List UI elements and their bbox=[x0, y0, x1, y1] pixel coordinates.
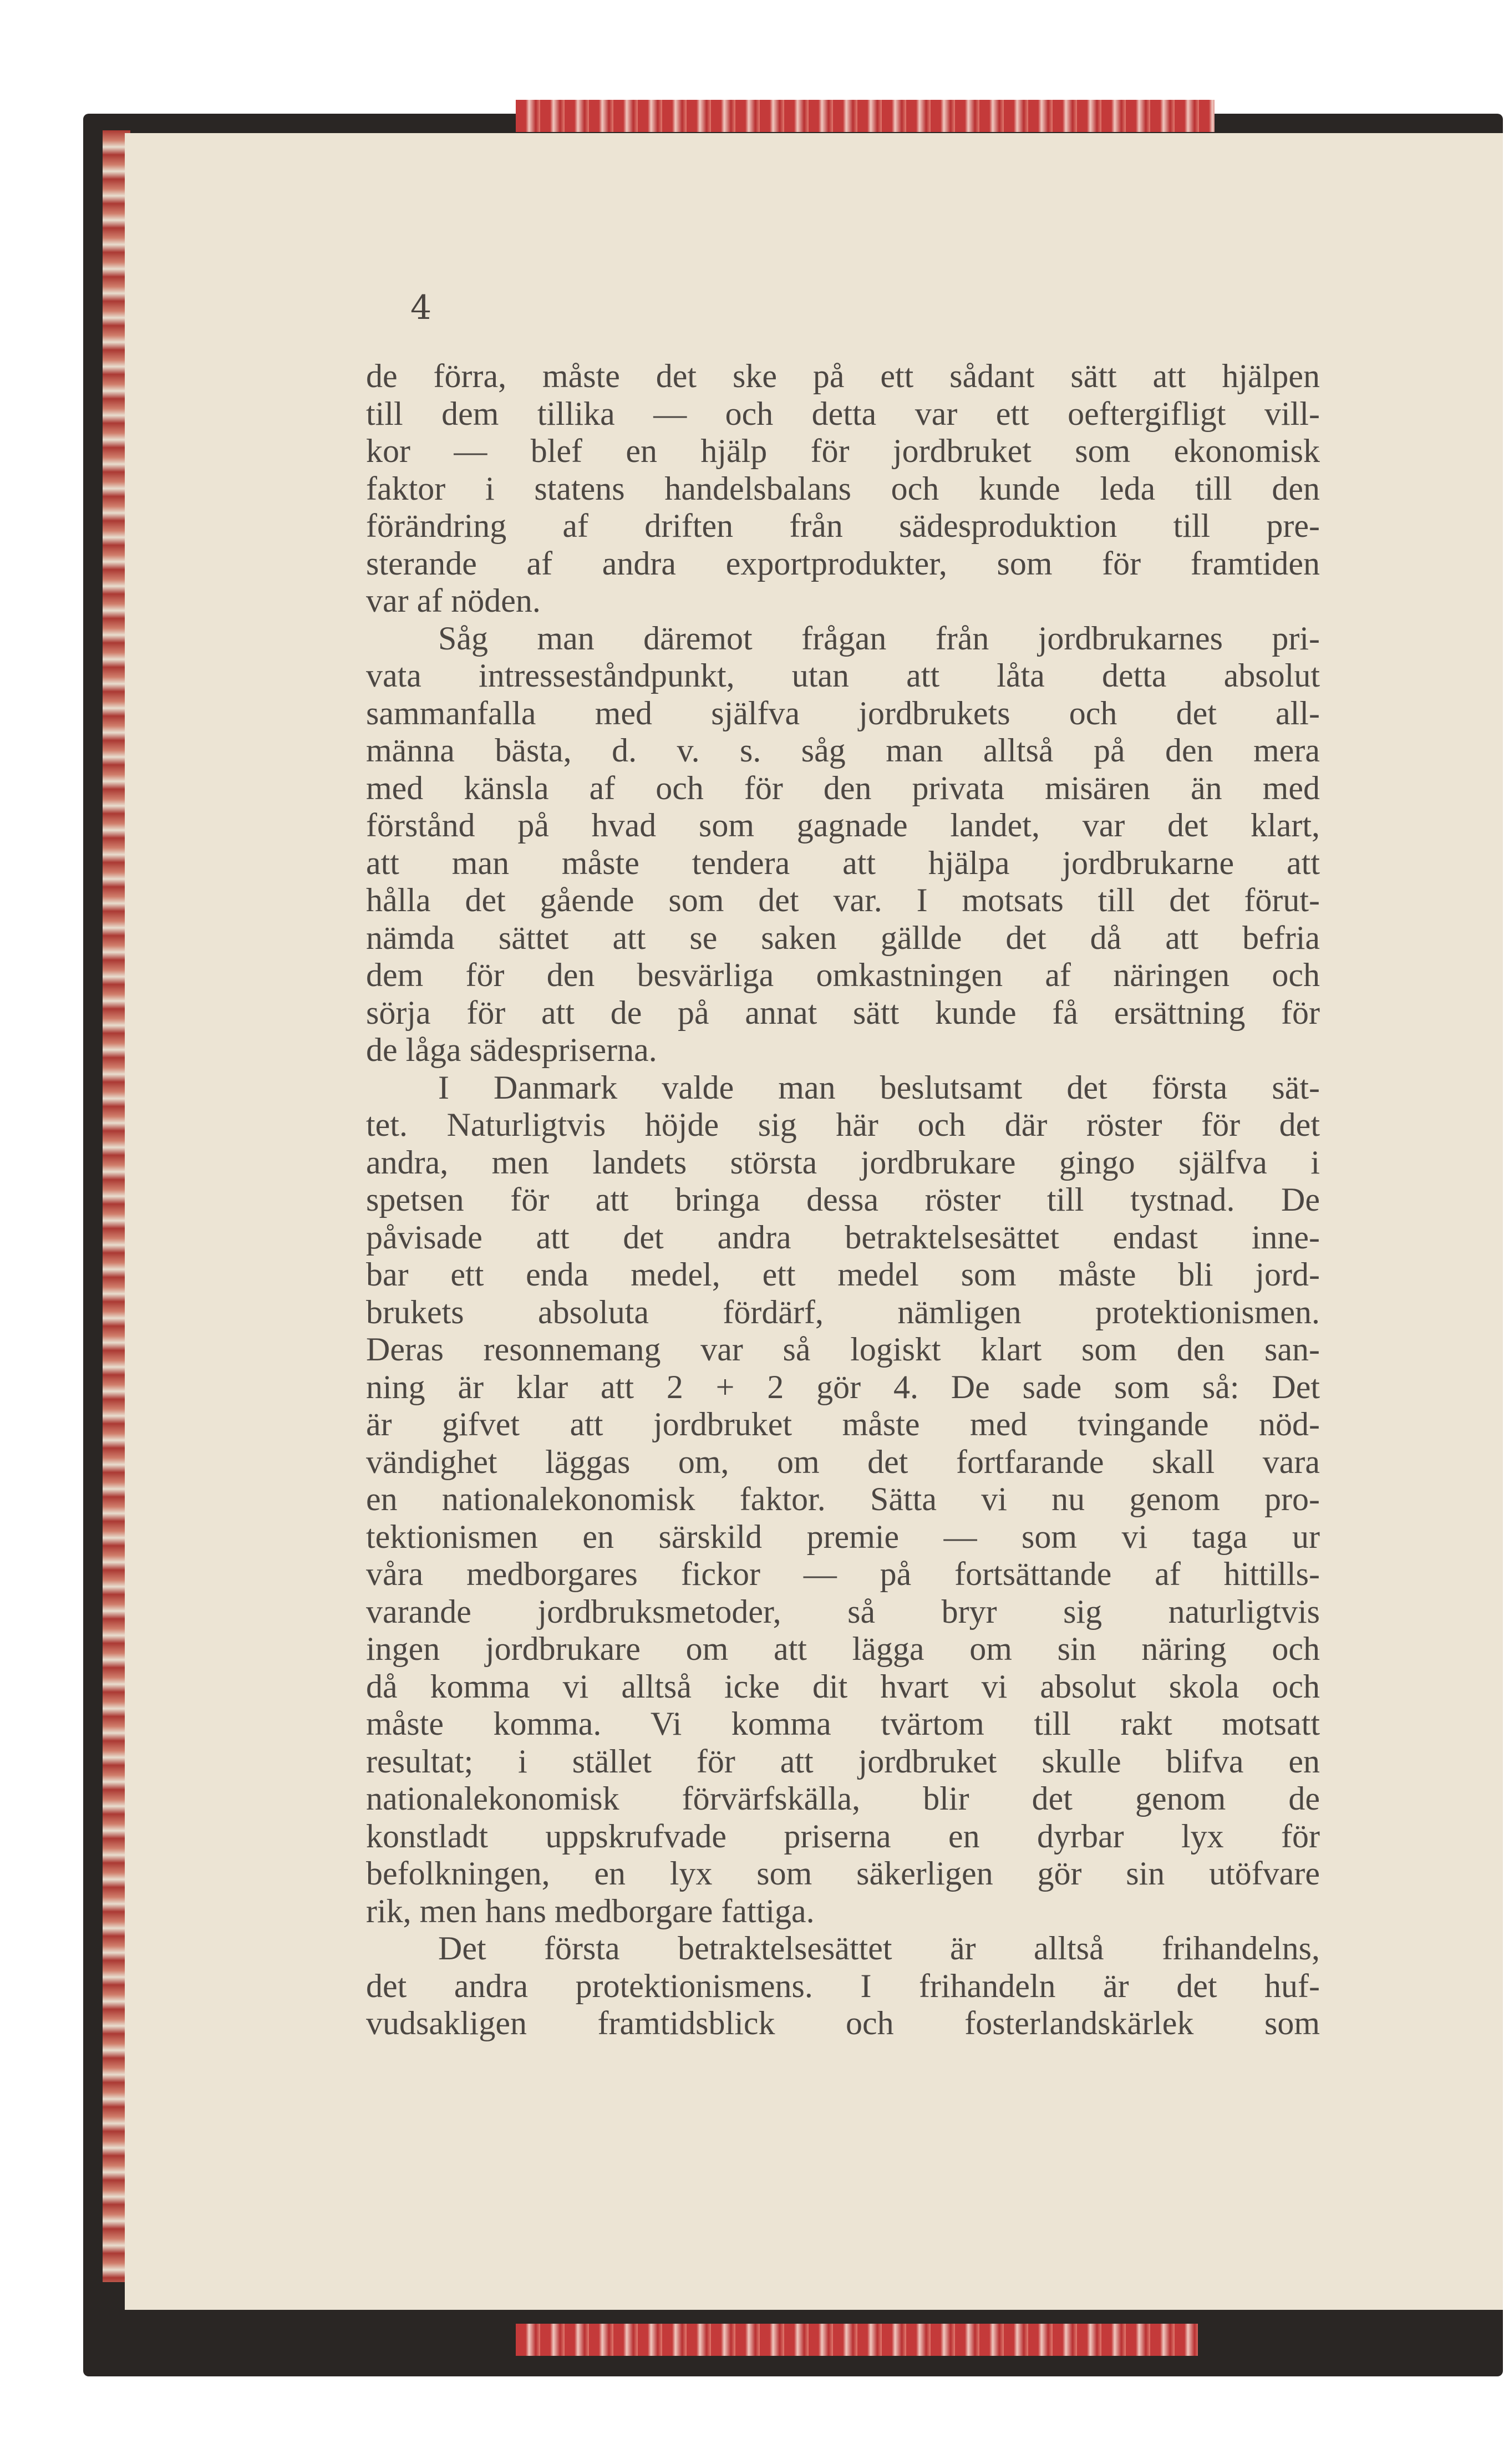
text-line: att man måste tendera att hjälpa jordbrukarne att bbox=[366, 844, 1320, 881]
text-line: då komma vi alltså icke dit hvart vi absolut skola och bbox=[366, 1668, 1320, 1705]
text-line: måste komma. Vi komma tvärtom till rakt motsatt bbox=[366, 1705, 1320, 1742]
text-line: till dem tillika — och detta var ett oeftergifligt vill- bbox=[366, 395, 1320, 432]
text-line: dem för den besvärliga omkastningen af näringen och bbox=[366, 957, 1320, 993]
text-line: Deras resonnemang var så logiskt klart som den san- bbox=[366, 1331, 1320, 1368]
text-line: är gifvet att jordbruket måste med tvingande nöd- bbox=[366, 1406, 1320, 1442]
text-line: resultat; i stället för att jordbruket skulle blifva en bbox=[366, 1742, 1320, 1780]
text-line: en nationalekonomisk faktor. Sätta vi nu genom pro- bbox=[366, 1481, 1320, 1517]
text-line: befolkningen, en lyx som säkerligen gör sin utöfvare bbox=[366, 1855, 1320, 1892]
text-line: tektionismen en särskild premie — som vi taga ur bbox=[366, 1518, 1320, 1555]
text-line: andra, men landets största jordbrukare gingo själfva i bbox=[366, 1144, 1320, 1181]
text-line: var af nöden. bbox=[366, 582, 541, 619]
text-line: förändring af driften från sädesproduktion till pre- bbox=[366, 507, 1320, 544]
text-line: ingen jordbrukare om att lägga om sin näring och bbox=[366, 1630, 1320, 1667]
text-line: rik, men hans medborgare fattiga. bbox=[366, 1892, 815, 1929]
bottom-red-edge bbox=[516, 2324, 1198, 2356]
text-line: konstladt uppskrufvade priserna en dyrbar lyx för bbox=[366, 1817, 1320, 1855]
text-line: bar ett enda medel, ett medel som måste bli jord- bbox=[366, 1256, 1320, 1293]
text-line: vudsakligen framtidsblick och fosterlandskärlek som bbox=[366, 2005, 1320, 2041]
text-line: vändighet läggas om, om det fortfarande skall vara bbox=[366, 1443, 1320, 1480]
text-line: spetsen för att bringa dessa röster till tystnad. De bbox=[366, 1181, 1320, 1218]
text-line: nationalekonomisk förvärfskälla, blir det genom de bbox=[366, 1780, 1320, 1817]
text-line: sammanfalla med själfva jordbrukets och det all- bbox=[366, 694, 1320, 731]
text-line: varande jordbruksmetoder, så bryr sig naturligtvis bbox=[366, 1593, 1320, 1630]
text-line: männa bästa, d. v. s. såg man alltså på den mera bbox=[366, 732, 1320, 769]
text-line: påvisade att det andra betraktelsesättet endast inne- bbox=[366, 1218, 1320, 1256]
text-line: sterande af andra exportprodukter, som för framtiden bbox=[366, 545, 1320, 582]
text-line: Såg man däremot frågan från jordbrukarnes pri- bbox=[438, 619, 1320, 657]
text-line: faktor i statens handelsbalans och kunde leda till den bbox=[366, 470, 1320, 507]
text-line: de förra, måste det ske på ett sådant sätt att hjälpen bbox=[366, 358, 1320, 394]
text-line: det andra protektionismens. I frihandeln är det huf- bbox=[366, 1967, 1320, 2004]
top-red-edge bbox=[516, 100, 1215, 132]
text-line: I Danmark valde man beslutsamt det första sät- bbox=[438, 1069, 1320, 1106]
text-line: ning är klar att 2 + 2 gör 4. De sade som så: Det bbox=[366, 1368, 1320, 1405]
text-line: vata intresseståndpunkt, utan att låta detta absolut bbox=[366, 657, 1320, 694]
text-line: hålla det gående som det var. I motsats till det förut- bbox=[366, 882, 1320, 918]
text-line: våra medborgares fickor — på fortsättande af hittills- bbox=[366, 1556, 1320, 1592]
text-line: kor — blef en hjälp för jordbruket som ekonomisk bbox=[366, 433, 1320, 469]
text-line: de låga sädespriserna. bbox=[366, 1032, 657, 1068]
text-line: nämda sättet att se saken gällde det då att befria bbox=[366, 919, 1320, 956]
text-line: tet. Naturligtvis höjde sig här och där röster för det bbox=[366, 1106, 1320, 1143]
text-line: brukets absoluta fördärf, nämligen protektionismen. bbox=[366, 1293, 1320, 1330]
text-line: förstånd på hvad som gagnade landet, var det klart, bbox=[366, 807, 1320, 844]
page-number: 4 bbox=[410, 288, 432, 327]
body-text bbox=[366, 358, 1320, 2043]
text-line: Det första betraktelsesättet är alltså frihandelns, bbox=[438, 1930, 1320, 1967]
text-line: sörja för att de på annat sätt kunde få ersättning för bbox=[366, 994, 1320, 1031]
text-line: med känsla af och för den privata misären än med bbox=[366, 769, 1320, 806]
